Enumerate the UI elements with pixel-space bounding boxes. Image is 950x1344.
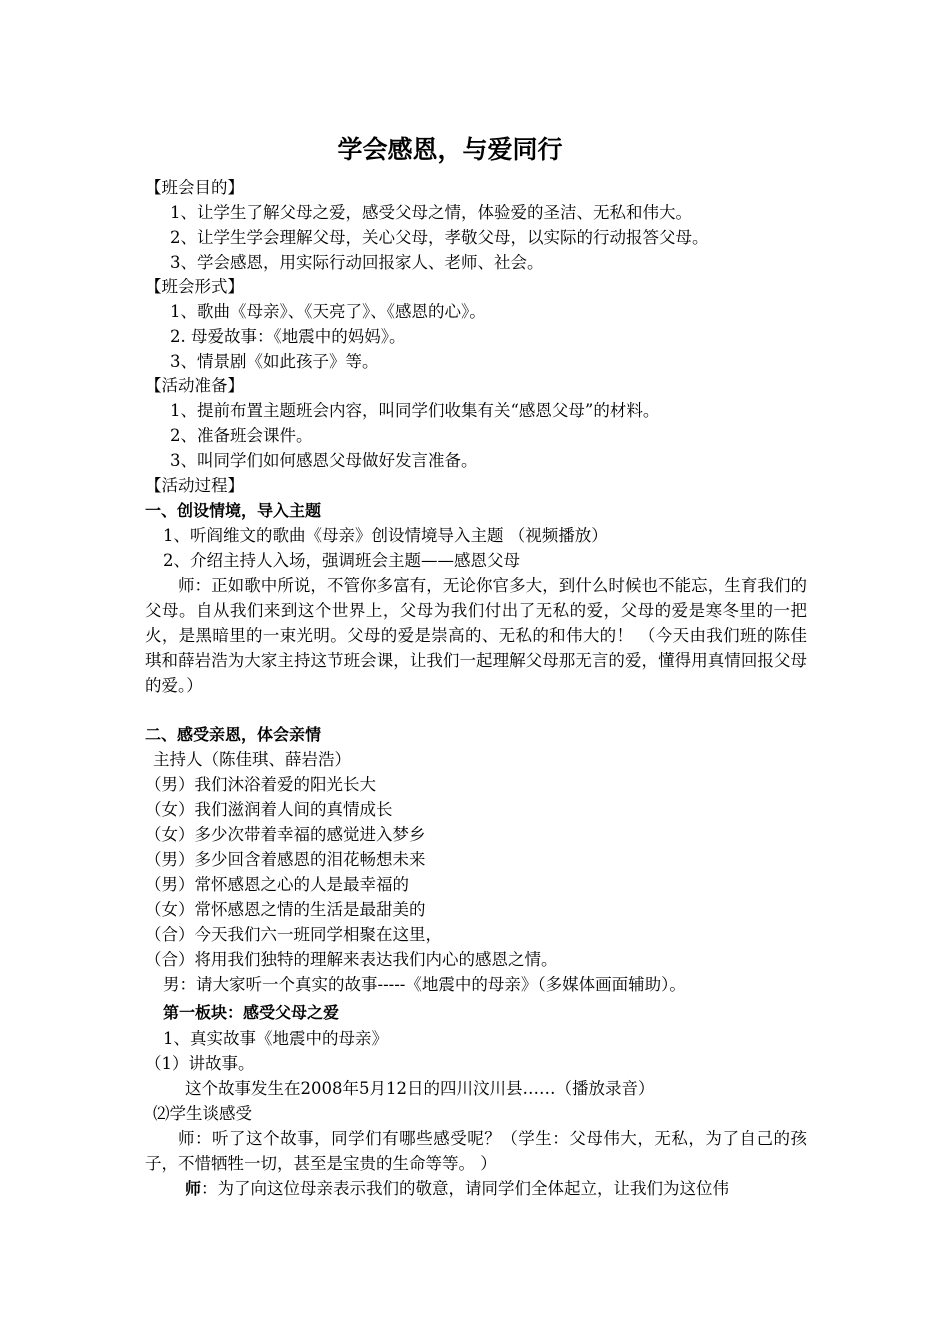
heading-part-two: 二、感受亲恩，体会亲情 xyxy=(145,725,322,744)
page-title: 学会感恩，与爱同行 xyxy=(337,135,563,164)
form-item: 1、歌曲《母亲》、《天亮了》、《感恩的心》。 xyxy=(170,302,486,321)
purpose-item: 2、让学生学会理解父母，关心父母，孝敬父母，以实际的行动报答父母。 xyxy=(170,228,709,247)
teacher-last-text: ：为了向这位母亲表示我们的敬意，请同学们全体起立，让我们为这位伟 xyxy=(201,1179,730,1198)
teacher-last-line xyxy=(185,1176,729,1201)
dialog-line: （合）将用我们独特的理解来表达我们内心的感恩之情。 xyxy=(145,950,558,969)
section-form-label: 【班会形式】 xyxy=(145,277,244,296)
dialog-line: （男）常怀感恩之心的人是最幸福的 xyxy=(145,875,409,894)
dialog-line: （男）多少回含着感恩的泪花畅想未来 xyxy=(145,850,426,869)
heading-part-one: 一、创设情境，导入主题 xyxy=(145,501,322,520)
teacher-question-paragraph: 师：听了这个故事，同学们有哪些感受呢？（学生：父母伟大，无私，为了自己的孩子，不惜牺牲一切，甚至是宝贵的生命等等。 ） xyxy=(145,1129,807,1173)
section-prep-label: 【活动准备】 xyxy=(145,376,244,395)
dialog-line: （合）今天我们六一班同学相聚在这里， xyxy=(145,925,442,944)
dialog-line: （女）常怀感恩之情的生活是最甜美的 xyxy=(145,900,426,919)
dialog-line: （女）多少次带着幸福的感觉进入梦乡 xyxy=(145,825,426,844)
teacher-intro-paragraph: 师：正如歌中所说，不管你多富有，无论你官多大，到什么时候也不能忘，生育我们的父母。自从我们来到这个世界上，父母为我们付出了无私的爱，父母的爱是寒冬里的一把火，是黑暗里的一束光明。父母的爱是崇高的、无私的和伟大的！ （今天由我们班的陈佳琪和薛岩浩为大家主持这节班会课，让我们一起理解父母那无言的爱，懂得用真情回报父母的爱。） xyxy=(145,576,807,695)
part-one-item: 2、介绍主持人入场，强调班会主题——感恩父母 xyxy=(163,551,520,570)
part-one-item: 1、听阎维文的歌曲《母亲》创设情境导入主题 （视频播放） xyxy=(163,526,608,545)
purpose-item: 3、学会感恩，用实际行动回报家人、老师、社会。 xyxy=(170,253,544,272)
dialog-line: （女）我们滋润着人间的真情成长 xyxy=(145,800,393,819)
story-step: （1）讲故事。 xyxy=(145,1054,255,1073)
male-host-line: 男：请大家听一个真实的故事-----《地震中的母亲》（多媒体画面辅助）。 xyxy=(163,975,686,994)
teacher-label: 师 xyxy=(185,1179,202,1198)
story-title: 1、真实故事《地震中的母亲》 xyxy=(163,1029,388,1048)
hosts-line: 主持人（陈佳琪、薛岩浩） xyxy=(153,750,351,769)
story-text: 这个故事发生在2008年5月12日的四川汶川县……（播放录音） xyxy=(185,1079,655,1098)
story-step: ⑵学生谈感受 xyxy=(153,1104,252,1123)
dialog-line: （男）我们沐浴着爱的阳光长大 xyxy=(145,775,376,794)
section-process-label: 【活动过程】 xyxy=(145,476,244,495)
prep-item: 3、叫同学们如何感恩父母做好发言准备。 xyxy=(170,451,478,470)
form-item: 2. 母爱故事：《地震中的妈妈》。 xyxy=(170,327,406,346)
purpose-item: 1、让学生了解父母之爱，感受父母之情，体验爱的圣洁、无私和伟大。 xyxy=(170,203,692,222)
section-purpose-label: 【班会目的】 xyxy=(145,178,244,197)
heading-block-one: 第一板块：感受父母之爱 xyxy=(163,1003,340,1022)
prep-item: 1、提前布置主题班会内容，叫同学们收集有关“感恩父母”的材料。 xyxy=(170,401,660,420)
prep-item: 2、准备班会课件。 xyxy=(170,426,313,445)
form-item: 3、情景剧《如此孩子》等。 xyxy=(170,352,379,371)
